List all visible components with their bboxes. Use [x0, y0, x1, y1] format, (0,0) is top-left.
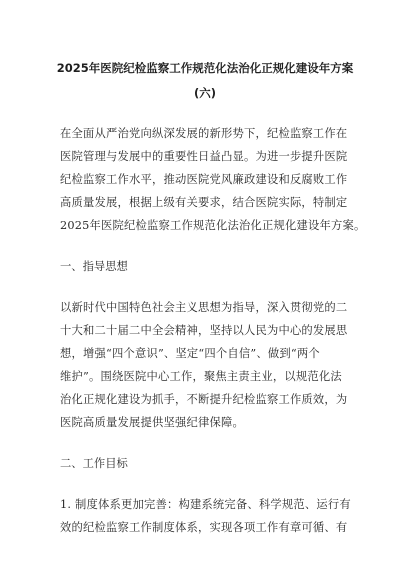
intro-paragraph-line: 高质量发展，根据上级有关要求，结合医院实际，特制定	[60, 196, 348, 209]
section-heading-guiding-ideology: 一、指导思想	[60, 260, 128, 273]
section1-paragraph-line: 想，增强“四个意识”、坚定“四个自信”、做到“两个	[60, 347, 320, 360]
document-title-number: (六)	[193, 86, 216, 100]
intro-paragraph-line: 在全面从严治党向纵深发展的新形势下，纪检监察工作在	[60, 127, 348, 140]
document-title: 2025年医院纪检监察工作规范化法治化正规化建设年方案	[56, 61, 354, 75]
section1-paragraph-line: 以新时代中国特色社会主义思想为指导，深入贯彻党的二	[60, 301, 348, 314]
intro-paragraph-line: 2025年医院纪检监察工作规范化法治化正规化建设年方案。	[60, 219, 366, 232]
section1-paragraph-line: 治化正规化建设为抓手，不断提升纪检监察工作质效，为	[60, 393, 348, 406]
intro-paragraph-line: 医院管理与发展中的重要性日益凸显。为进一步提升医院	[60, 150, 348, 163]
intro-paragraph-line: 纪检监察工作水平，推动医院党风廉政建设和反腐败工作	[60, 173, 348, 186]
section2-paragraph-line: 1. 制度体系更加完善：构建系统完备、科学规范、运行有	[60, 498, 351, 511]
section-heading-work-goals: 二、工作目标	[60, 457, 128, 470]
section1-paragraph-line: 十大和二十届二中全会精神，坚持以人民为中心的发展思	[60, 324, 348, 337]
section1-paragraph-line: 医院高质量发展提供坚强纪律保障。	[60, 416, 244, 429]
section1-paragraph-line: 维护”。围绕医院中心工作，聚焦主责主业，以规范化法	[60, 370, 342, 383]
section2-paragraph-line: 效的纪检监察工作制度体系，实现各项工作有章可循、有	[60, 521, 348, 534]
